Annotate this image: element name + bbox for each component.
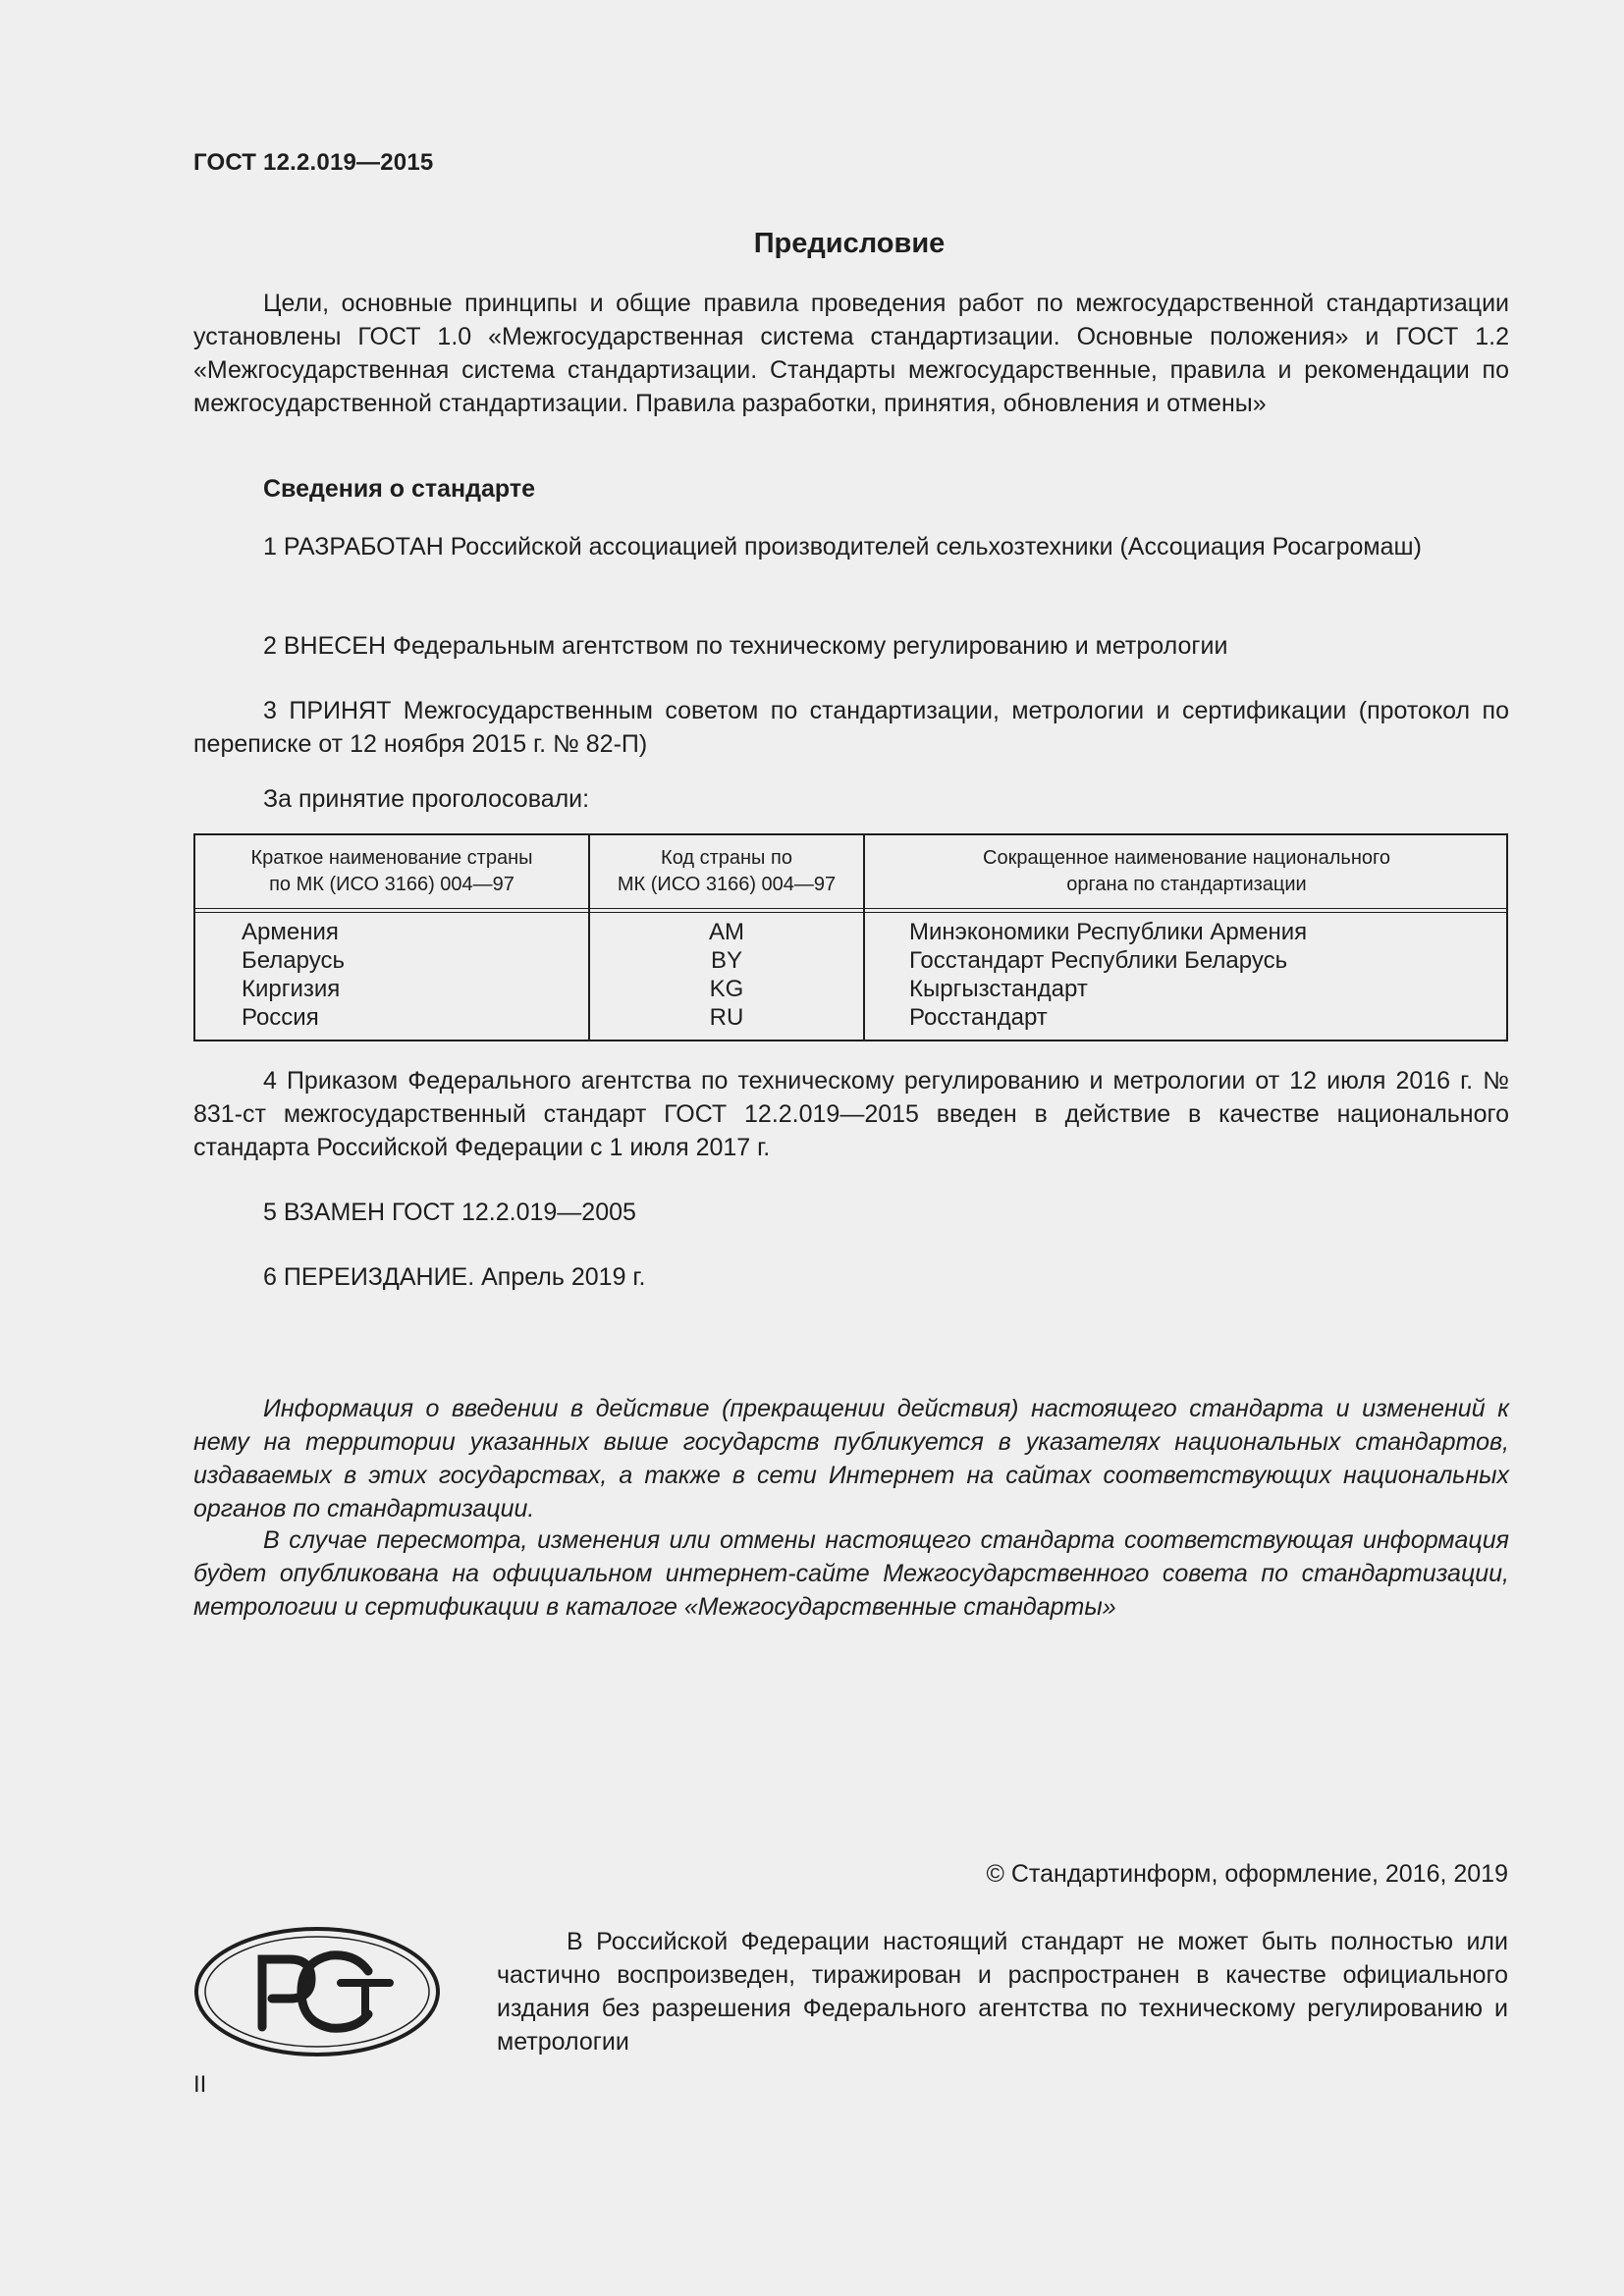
- copyright: © Стандартинформ, оформление, 2016, 2019: [986, 1860, 1508, 1888]
- item-4-order: 4 Приказом Федерального агентства по техническому регулированию и метрологии от 12 июля 2016 г. № 831-ст межгосударственный стандарт ГОСТ 12.2.019—2015 введен в действие в качестве национального стандарта Российской Федерации с 1 июля 2017 г.: [193, 1067, 1509, 1161]
- table-cell-body: Госстандарт Республики Беларусь: [909, 947, 1288, 974]
- table-header-double-border: [195, 912, 1506, 913]
- rst-logo-icon: [193, 1926, 441, 2057]
- item-5-replaces: 5 ВЗАМЕН ГОСТ 12.2.019—2005: [263, 1199, 636, 1226]
- item-1-developed: 1 РАЗРАБОТАН Российской ассоциацией производителей сельхозтехники (Ассоциация Росагромаш): [263, 533, 1422, 561]
- italic-note-1: Информация о введении в действие (прекращении действия) настоящего стандарта и изменений к нему на территории указанных выше государств публикуется в указателях национальных стандартов, издаваемых в этих государствах, а также в сети Интернет на сайтах соответствующих национальных органов по стандартизации.: [193, 1395, 1509, 1522]
- reproduction-notice: В Российской Федерации настоящий стандарт не может быть полностью или частично воспроизведен, тиражирован и распространен в качестве официального издания без разрешения Федерального агентства по техническому регулированию и метрологии: [497, 1928, 1508, 2056]
- table-cell-country: Киргизия: [242, 976, 341, 1002]
- header-line: органа по стандартизации: [1066, 874, 1307, 895]
- header-line: Сокращенное наименование национального: [983, 847, 1390, 869]
- table-cell-country: Армения: [242, 919, 339, 945]
- table-cell-body: Кыргызстандарт: [909, 976, 1088, 1002]
- voting-table: [193, 833, 1508, 1041]
- column-codes: [590, 918, 863, 1032]
- table-cell-country: Беларусь: [242, 947, 345, 974]
- table-cell-code: RU: [709, 1004, 744, 1031]
- table-cell-country: Россия: [242, 1004, 319, 1031]
- header-line: по МК (ИСО 3166) 004—97: [269, 874, 514, 895]
- table-cell-body: Минэкономики Республики Армения: [909, 919, 1308, 945]
- voted-label: За принятие проголосовали:: [263, 785, 590, 813]
- table-cell-body: Росстандарт: [909, 1004, 1048, 1031]
- info-heading: Сведения о стандарте: [263, 475, 536, 503]
- page-number: II: [193, 2071, 207, 2098]
- table-cell-code: AM: [709, 919, 744, 945]
- header-line: Код страны по: [661, 847, 792, 869]
- item-6-reissue: 6 ПЕРЕИЗДАНИЕ. Апрель 2019 г.: [263, 1263, 646, 1291]
- table-cell-code: KG: [709, 976, 744, 1002]
- intro-paragraph: Цели, основные принципы и общие правила проведения работ по межгосударственной стандартизации установлены ГОСТ 1.0 «Межгосударственная система стандартизации. Основные положения» и ГОСТ 1.2 «Межгосударственная система стандартизации. Стандарты межгосударственные, правила и рекомендации по межгосударственной стандартизации. Правила разработки, принятия, обновления и отмены»: [193, 290, 1509, 417]
- column-countries: [242, 918, 345, 1032]
- italic-note-2: В случае пересмотра, изменения или отмены настоящего стандарта соответствующая информация будет опубликована на официальном интернет-сайте Межгосударственного совета по стандартизации, метрологии и сертификации в каталоге «Межгосударственные стандарты»: [193, 1526, 1509, 1621]
- item-2-submitted: 2 ВНЕСЕН Федеральным агентством по техническому регулированию и метрологии: [263, 632, 1228, 660]
- header-country-name: [195, 845, 588, 898]
- item-3-adopted: 3 ПРИНЯТ Межгосударственным советом по стандартизации, метрологии и сертификации (протокол по переписке от 12 ноября 2015 г. № 82-П): [193, 697, 1509, 758]
- header-line: МК (ИСО 3166) 004—97: [617, 874, 837, 895]
- column-bodies: [909, 918, 1307, 1032]
- document-code: ГОСТ 12.2.019—2015: [193, 149, 434, 176]
- header-country-code: [590, 845, 863, 898]
- table-cell-code: BY: [710, 947, 742, 974]
- page-title: Предисловие: [753, 228, 946, 259]
- header-national-body: [865, 845, 1508, 898]
- header-line: Краткое наименование страны: [250, 847, 533, 869]
